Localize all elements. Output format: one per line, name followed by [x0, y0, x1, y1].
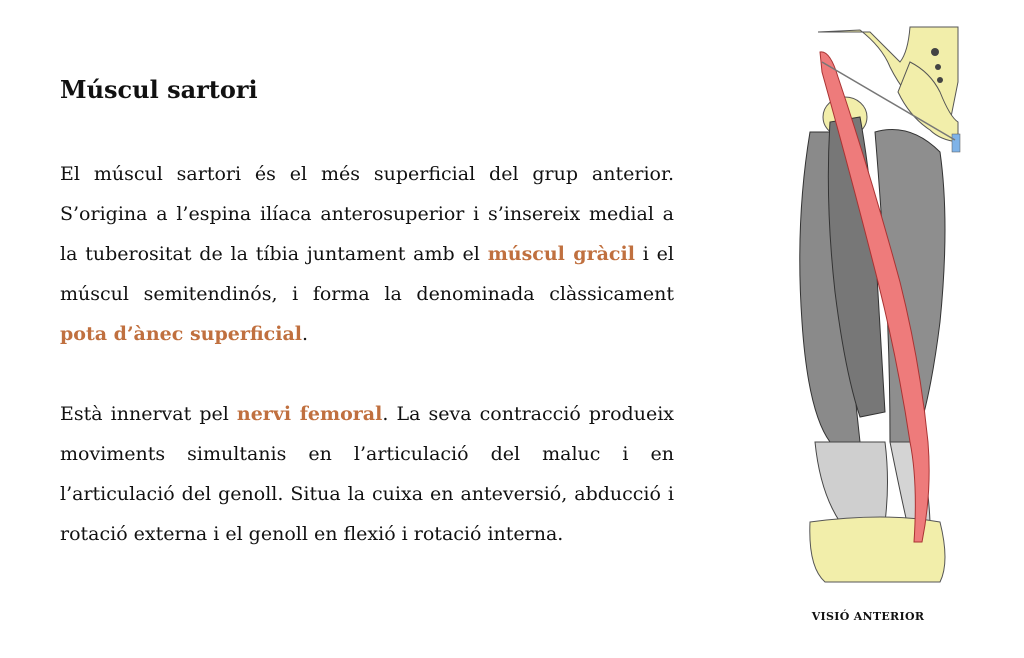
- bone-foramen: [937, 77, 943, 83]
- patellar-tendon: [815, 442, 888, 522]
- paragraph-text: i el múscul semitendinós, i forma la denominada clàssicament: [60, 243, 675, 305]
- thigh-anatomy-illustration: [790, 22, 970, 587]
- bone-foramen: [935, 64, 941, 70]
- pubic-marker: [952, 134, 960, 152]
- paragraph-text: El múscul sartori és el més superficial del grup anterior. S’origina a l’espina ilíaca anterosuperior i s’insereix medial a la tuberositat de la tíbia juntament amb el: [60, 163, 674, 265]
- description-paragraph: [60, 154, 674, 354]
- paragraph-text: .: [301, 323, 309, 345]
- link-nervi-femoral[interactable]: nervi femoral: [236, 403, 383, 425]
- innervation-paragraph: [60, 394, 674, 554]
- figure-caption: VISIÓ ANTERIOR: [811, 610, 925, 623]
- page-title: Múscul sartori: [60, 75, 258, 104]
- paragraph-text: . La seva contracció produeix moviments simultanis en l’articulació del maluc i en l’articulació del genoll. Situa la cuixa en anteversió, abducció i rotació externa i el genoll en flexió i rotació interna.: [60, 403, 674, 545]
- paragraph-text: Està innervat pel: [60, 403, 237, 425]
- bone-foramen: [931, 48, 939, 56]
- link-pota-danec-superficial[interactable]: pota d’ànec superficial: [60, 323, 302, 345]
- link-muscul-gracil[interactable]: múscul gràcil: [487, 243, 635, 265]
